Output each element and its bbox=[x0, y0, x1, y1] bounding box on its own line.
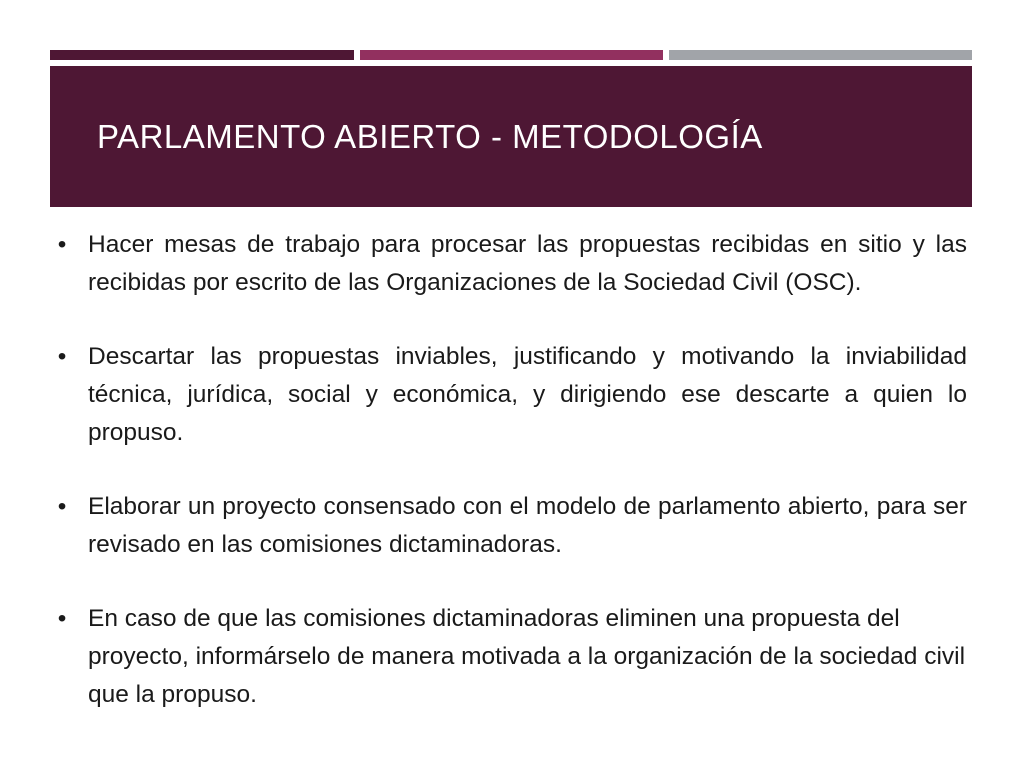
bullet-item bbox=[52, 600, 967, 714]
bullet-list bbox=[52, 226, 967, 714]
bullet-text: Elaborar un proyecto consensado con el modelo de parlamento abierto, para ser revisado en las comisiones dictaminadoras. bbox=[88, 493, 967, 558]
bullet-item bbox=[52, 226, 967, 302]
bullet-item bbox=[52, 338, 967, 452]
accent-stripe-gray bbox=[669, 50, 972, 60]
bullet-dot-icon: • bbox=[57, 493, 67, 520]
bullet-text: Hacer mesas de trabajo para procesar las propuestas recibidas en sitio y las recibidas por escrito de las Organizaciones de la Sociedad Civil (OSC). bbox=[88, 231, 967, 296]
bullet-dot-icon: • bbox=[57, 231, 67, 258]
slide-title: PARLAMENTO ABIERTO - METODOLOGÍA bbox=[97, 117, 763, 155]
bullet-item bbox=[52, 488, 967, 564]
bullet-dot-icon: • bbox=[57, 605, 67, 632]
accent-stripe-magenta bbox=[360, 50, 663, 60]
bullet-text: En caso de que las comisiones dictaminadoras eliminen una propuesta del proyecto, informárselo de manera motivada a la organización de la sociedad civil que la propuso. bbox=[88, 605, 966, 708]
bullet-dot-icon: • bbox=[57, 343, 67, 370]
bullet-text: Descartar las propuestas inviables, justificando y motivando la inviabilidad técnica, jurídica, social y económica, y dirigiendo ese descarte a quien lo propuso. bbox=[88, 343, 967, 446]
accent-stripe-dark bbox=[50, 50, 354, 60]
